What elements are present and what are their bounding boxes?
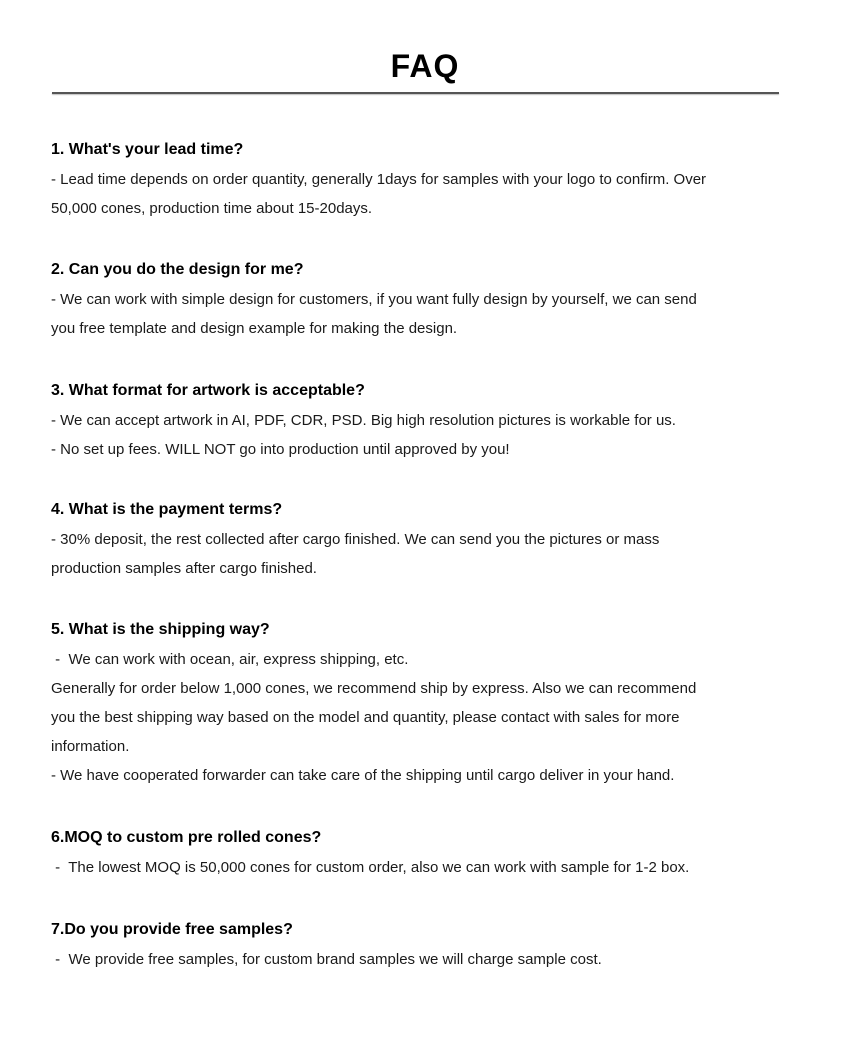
faq-item-design: [51, 260, 791, 343]
faq-item-artwork-format: [51, 381, 791, 464]
faq-answer: [51, 285, 791, 343]
faq-answer: [51, 945, 791, 974]
faq-question: 2. Can you do the design for me?: [51, 261, 304, 278]
faq-question: 1. What's your lead time?: [51, 141, 244, 158]
faq-question: 5. What is the shipping way?: [51, 621, 270, 638]
faq-answer-line: Generally for order below 1,000 cones, we recommend ship by express. Also we can recommend: [51, 680, 697, 697]
faq-answer-line: 50,000 cones, production time about 15-20days.: [51, 200, 373, 217]
faq-answer: [51, 853, 791, 882]
faq-answer-line: - We can work with ocean, air, express shipping, etc.: [51, 651, 409, 668]
faq-answer-line: you the best shipping way based on the model and quantity, please contact with sales for more: [51, 709, 680, 726]
faq-answer: [51, 525, 791, 583]
faq-item-moq: [51, 828, 791, 882]
faq-answer-line: - We provide free samples, for custom brand samples we will charge sample cost.: [51, 951, 602, 968]
faq-answer-line: - We can work with simple design for customers, if you want fully design by yourself, we can send: [51, 291, 697, 308]
faq-answer: [51, 406, 791, 464]
title-divider: [52, 92, 779, 94]
faq-answer-line: - Lead time depends on order quantity, generally 1days for samples with your logo to confirm. Over: [51, 171, 707, 188]
faq-answer-line: - We have cooperated forwarder can take care of the shipping until cargo deliver in your hand.: [51, 767, 675, 784]
faq-answer-line: - We can accept artwork in AI, PDF, CDR, PSD. Big high resolution pictures is workable for us.: [51, 412, 676, 429]
faq-answer-line: - No set up fees. WILL NOT go into production until approved by you!: [51, 441, 510, 458]
page-title: FAQ: [390, 48, 460, 84]
faq-question: 3. What format for artwork is acceptable?: [51, 382, 365, 399]
faq-item-free-samples: [51, 920, 791, 974]
faq-answer-line: - The lowest MOQ is 50,000 cones for custom order, also we can work with sample for 1-2 box.: [51, 859, 690, 876]
faq-answer: [51, 165, 791, 223]
faq-item-shipping-way: [51, 620, 791, 790]
faq-item-payment-terms: [51, 500, 791, 583]
faq-item-lead-time: [51, 140, 791, 223]
faq-question: 4. What is the payment terms?: [51, 501, 283, 518]
faq-answer-line: - 30% deposit, the rest collected after cargo finished. We can send you the pictures or mass: [51, 531, 660, 548]
faq-answer: [51, 645, 791, 790]
faq-answer-line: you free template and design example for making the design.: [51, 320, 458, 337]
faq-question: 6.MOQ to custom pre rolled cones?: [51, 829, 322, 846]
faq-answer-line: information.: [51, 738, 130, 755]
faq-question: 7.Do you provide free samples?: [51, 921, 293, 938]
faq-answer-line: production samples after cargo finished.: [51, 560, 317, 577]
